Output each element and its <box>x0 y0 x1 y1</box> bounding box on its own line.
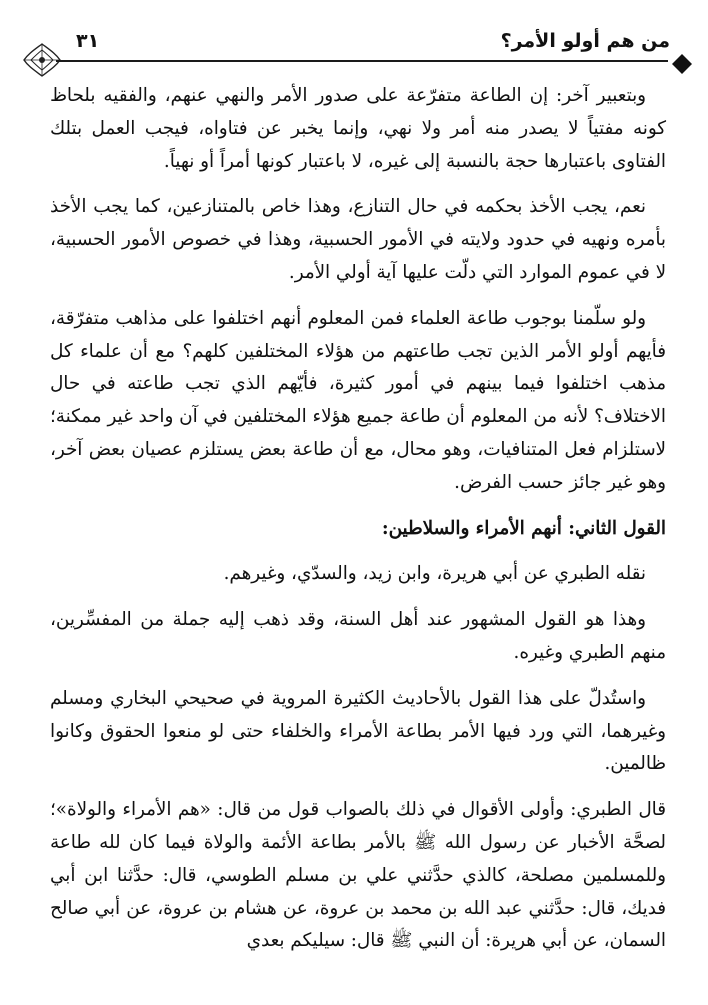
paragraph: وهذا هو القول المشهور عند أهل السنة، وقد ذهب إليه جملة من المفسِّرين، منهم الطبري وغيره. <box>50 609 666 663</box>
running-title: من هم أولو الأمر؟ <box>500 30 670 52</box>
paragraph: نعم، يجب الأخذ بحكمه في حال التنازع، وهذا خاص بالمتنازعين، كما يجب الأخذ بأمره ونهيه في حدود ولايته في الأمور الحسبية، وهذا في خصوص الأمور الحسبية، لا في عموم الموارد التي دلّت عليها آية أولي الأمر. <box>50 196 666 283</box>
paragraph: وبتعبير آخر: إن الطاعة متفرّعة على صدور الأمر والنهي عنهم، والفقيه بلحاظ كونه مفتياً لا يصدر منه أمر ولا نهي، وإنما يخبر عن فتاواه، فيجب العمل بتلك الفتاوى باعتبارها حجة بالنسبة إلى غيره، لا باعتبار كونها أمراً أو نهياً. <box>50 85 666 172</box>
page-body <box>50 80 666 971</box>
page-header <box>22 28 694 72</box>
page-number: ٣١ <box>76 30 100 52</box>
paragraph: قال الطبري: وأولى الأقوال في ذلك بالصواب قول من قال: «هم الأمراء والولاة»؛ لصحَّة الأخبار عن رسول الله ﷺ بالأمر بطاعة الأئمة والولاة فيما كان لله طاعة وللمسلمين مصلحة، كالذي حدَّثني علي بن مسلم الطوسي، قال: حدَّثنا ابن أبي فديك، قال: حدَّثني عبد الله بن محمد بن عروة، عن هشام بن عروة، عن أبي صالح السمان، عن أبي هريرة: أن النبي ﷺ قال: سيليكم بعدي <box>50 799 666 952</box>
paragraph: ولو سلّمنا بوجوب طاعة العلماء فمن المعلوم أنهم اختلفوا على مذاهب متفرّقة، فأيهم أولو الأمر الذين تجب طاعتهم من هؤلاء المختلفين كلهم؟ مع أن علماء كل مذهب اختلفوا فيما بينهم في أمور كثيرة، فأيّهم الذي تجب طاعته في حال الاختلاف؟ لأنه من المعلوم أن طاعة جميع هؤلاء المختلفين في آن واحد غير ممكنة؛ لاستلزام فعل المتنافيات، وهو محال، مع أن طاعة بعض يستلزم عصيان بعض آخر، وهو غير جائز حسب الفرض. <box>50 307 666 493</box>
diamond-ornament-icon <box>670 52 694 76</box>
header-rule <box>56 60 668 62</box>
section-heading: القول الثاني: أنهم الأمراء والسلاطين: <box>381 517 666 539</box>
paragraph: واستُدلّ على هذا القول بالأحاديث الكثيرة المروية في صحيحي البخاري ومسلم وغيرهما، التي ورد فيها الأمر بطاعة الأمراء والخلفاء حتى لو منعوا الحقوق وكانوا ظالمين. <box>50 687 666 775</box>
paragraph: نقله الطبري عن أبي هريرة، وابن زيد، والسدّي، وغيرهم. <box>223 563 646 585</box>
